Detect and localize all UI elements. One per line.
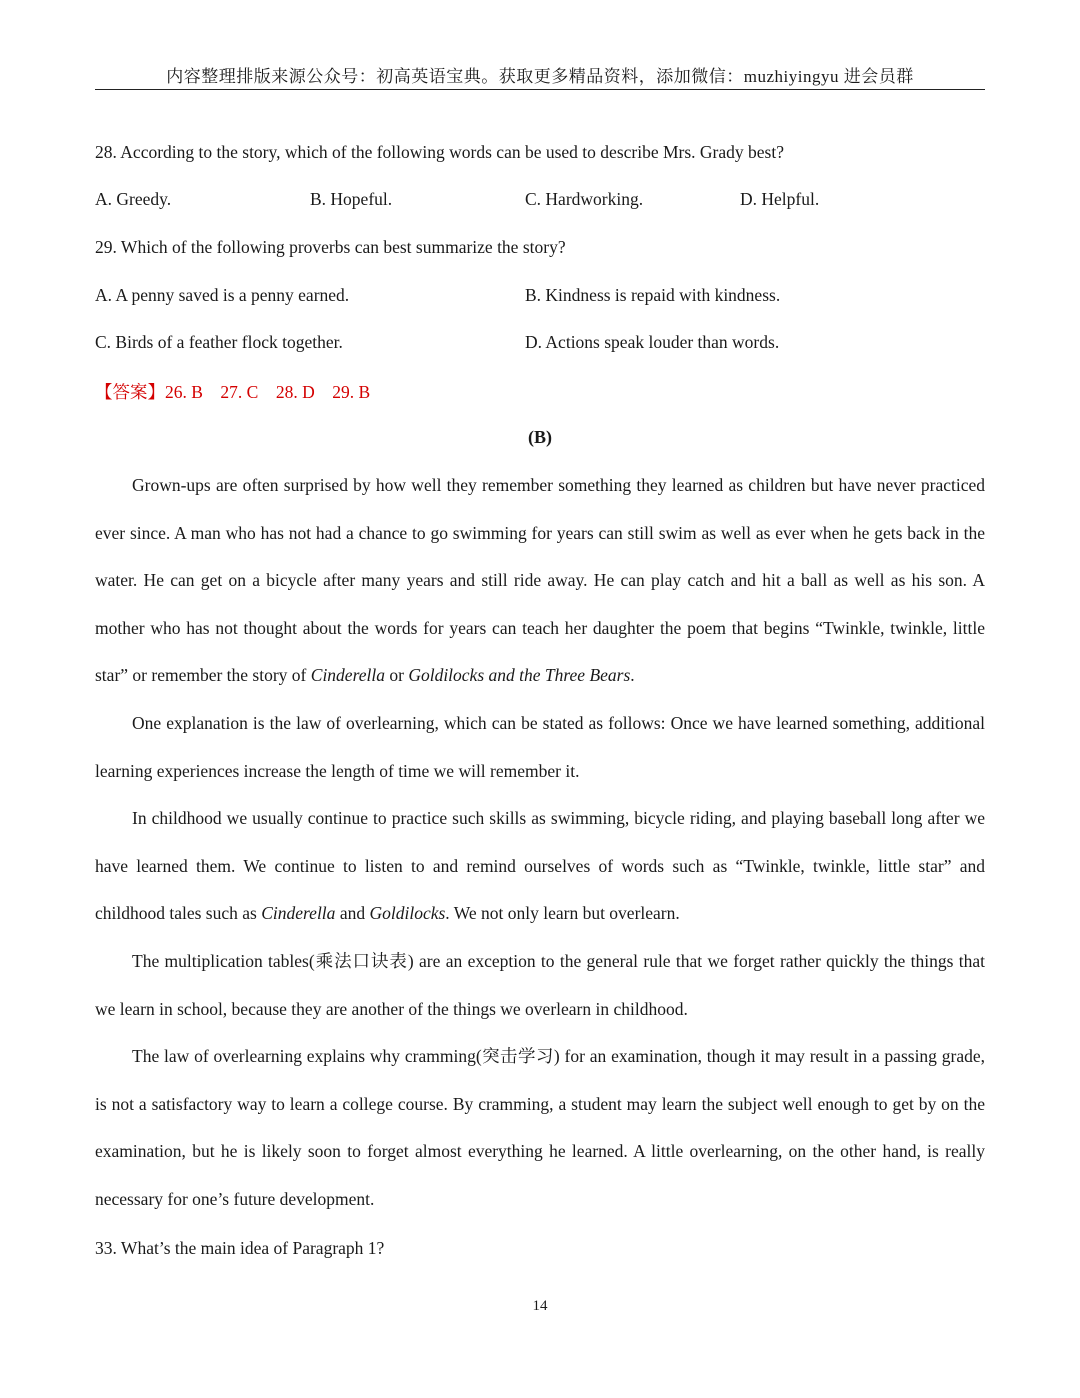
passage-paragraph-4: The multiplication tables(乘法口诀表) are an exception to the general rule that we forget rather quickly the things that we learn in school, because they are another of the things we overlearn in childhood. bbox=[95, 951, 985, 1019]
p1-text-a: Grown-ups are often surprised by how well they remember something they learned as children but have never practiced ever since. A man who has not had a chance to go swimming for years can still swim as well as ever when he gets back in the water. He can get on a bicycle after many years and still ride away. He can play catch and hit a ball as well as his son. A mother who has not thought about the words for years can teach her daughter the poem that begins “Twinkle, twinkle, little star” or remember the story of bbox=[95, 475, 985, 686]
question-28-option-b: B. Hopeful. bbox=[310, 189, 393, 209]
p3-italic-title-1: Cinderella bbox=[261, 903, 336, 924]
p1-text-c: . bbox=[630, 665, 635, 686]
question-29-option-d: D. Actions speak louder than words. bbox=[525, 332, 780, 352]
p1-italic-title-2: Goldilocks and the Three Bears bbox=[408, 665, 631, 686]
passage-paragraph-2: One explanation is the law of overlearning, which can be stated as follows: Once we have learned something, additional learning experiences increase the length of time we will remember it. bbox=[95, 713, 985, 781]
header-rule bbox=[95, 89, 985, 90]
question-28-option-d: D. Helpful. bbox=[740, 189, 820, 209]
page-header: 内容整理排版来源公众号：初高英语宝典。获取更多精品资料，添加微信：muzhiyingyu 进会员群 bbox=[166, 67, 914, 86]
answer-key bbox=[95, 379, 370, 404]
question-29-stem: 29. Which of the following proverbs can best summarize the story? bbox=[95, 237, 566, 257]
passage-paragraph-3 bbox=[95, 795, 985, 938]
question-28-stem: 28. According to the story, which of the following words can be used to describe Mrs. Grady best? bbox=[95, 142, 784, 162]
p3-text-b: and bbox=[335, 903, 370, 924]
question-28-option-c: C. Hardworking. bbox=[525, 189, 644, 209]
question-29-option-b: B. Kindness is repaid with kindness. bbox=[525, 285, 781, 305]
p1-text-b: or bbox=[384, 665, 409, 686]
passage-paragraph-1 bbox=[95, 462, 985, 700]
p3-italic-title-2: Goldilocks bbox=[369, 903, 446, 924]
page-number: 14 bbox=[532, 1298, 548, 1314]
p1-italic-title-1: Cinderella bbox=[310, 665, 385, 686]
answer-values: 26. B 27. C 28. D 29. B bbox=[165, 382, 371, 402]
passage-paragraph-5: The law of overlearning explains why cramming(突击学习) for an examination, though it may result in a passing grade, is not a satisfactory way to learn a college course. By cramming, a student may learn the subject well enough to get by on the examination, but he is likely soon to forget almost everything he learned. A little overlearning, on the other hand, is really necessary for one’s future development. bbox=[95, 1046, 985, 1209]
p3-text-a: In childhood we usually continue to practice such skills as swimming, bicycle riding, and playing baseball long after we have learned them. We continue to listen to and remind ourselves of words such as “Twinkle, twinkle, little star” and childhood tales such as bbox=[95, 808, 985, 924]
answer-label: 【答案】 bbox=[95, 382, 165, 402]
question-29-option-a: A. A penny saved is a penny earned. bbox=[95, 285, 350, 305]
question-28-option-a: A. Greedy. bbox=[95, 189, 172, 209]
section-title: (B) bbox=[528, 427, 552, 447]
question-29-option-c: C. Birds of a feather flock together. bbox=[95, 332, 343, 352]
p3-text-c: . We not only learn but overlearn. bbox=[445, 903, 680, 924]
question-33-stem: 33. What’s the main idea of Paragraph 1? bbox=[95, 1238, 385, 1258]
